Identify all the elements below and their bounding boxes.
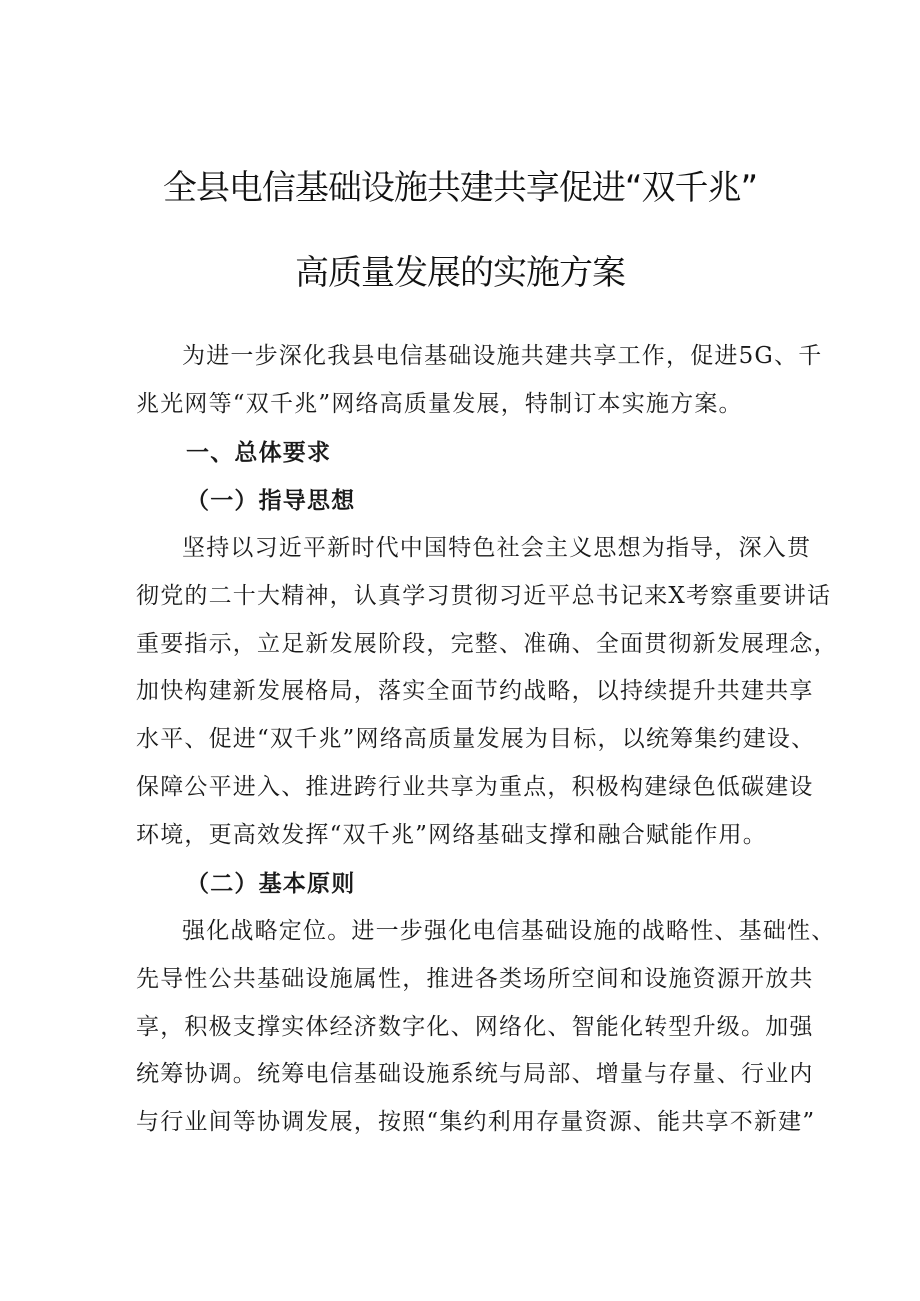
paragraph-line: 坚持以习近平新时代中国特色社会主义思想为指导，深入贯 <box>182 535 812 561</box>
subsection-heading-guiding-ideology: （一）指导思想 <box>186 487 356 514</box>
paragraph-line: 强化战略定位。进一步强化电信基础设施的战略性、基础性、 <box>182 918 836 944</box>
paragraph-line: 水平、促进“双千兆”网络高质量发展为目标，以统筹集约建设、 <box>136 726 816 753</box>
paragraph-line: 加快构建新发展格局，落实全面节约战略，以持续提升共建共享 <box>136 678 814 705</box>
intro-line: 为进一步深化我县电信基础设施共建共享工作，促进5G、千 <box>182 343 823 369</box>
paragraph-line: 享，积极支撑实体经济数字化、网络化、智能化转型升级。加强 <box>136 1013 814 1040</box>
basic-principles-paragraph <box>136 908 836 1147</box>
document-title-line-2: 高质量发展的实施方案 <box>295 253 625 293</box>
guiding-ideology-paragraph <box>136 525 838 860</box>
intro-line: 兆光网等“双千兆”网络高质量发展，特制订本实施方案。 <box>136 390 743 417</box>
paragraph-line: 环境，更高效发挥“双千兆”网络基础支撑和融合赋能作用。 <box>136 821 767 848</box>
paragraph-line: 保障公平进入、推进跨行业共享为重点，积极构建绿色低碳建设 <box>136 773 814 800</box>
paragraph-line: 先导性公共基础设施属性，推进各类场所空间和设施资源开放共 <box>136 965 814 992</box>
paragraph-line: 与行业间等协调发展，按照“集约利用存量资源、能共享不新建” <box>136 1109 816 1136</box>
document-title-line-1: 全县电信基础设施共建共享促进“双千兆” <box>162 168 758 208</box>
subsection-heading-basic-principles: （二）基本原则 <box>186 870 356 897</box>
paragraph-line: 重要指示，立足新发展阶段，完整、准确、全面贯彻新发展理念， <box>136 630 838 657</box>
paragraph-line: 彻党的二十大精神，认真学习贯彻习近平总书记来X考察重要讲话 <box>136 582 832 609</box>
section-heading-general-requirements: 一、总体要求 <box>186 439 332 466</box>
paragraph-line: 统筹协调。统筹电信基础设施系统与局部、增量与存量、行业内 <box>136 1061 814 1088</box>
intro-paragraph <box>136 333 823 429</box>
